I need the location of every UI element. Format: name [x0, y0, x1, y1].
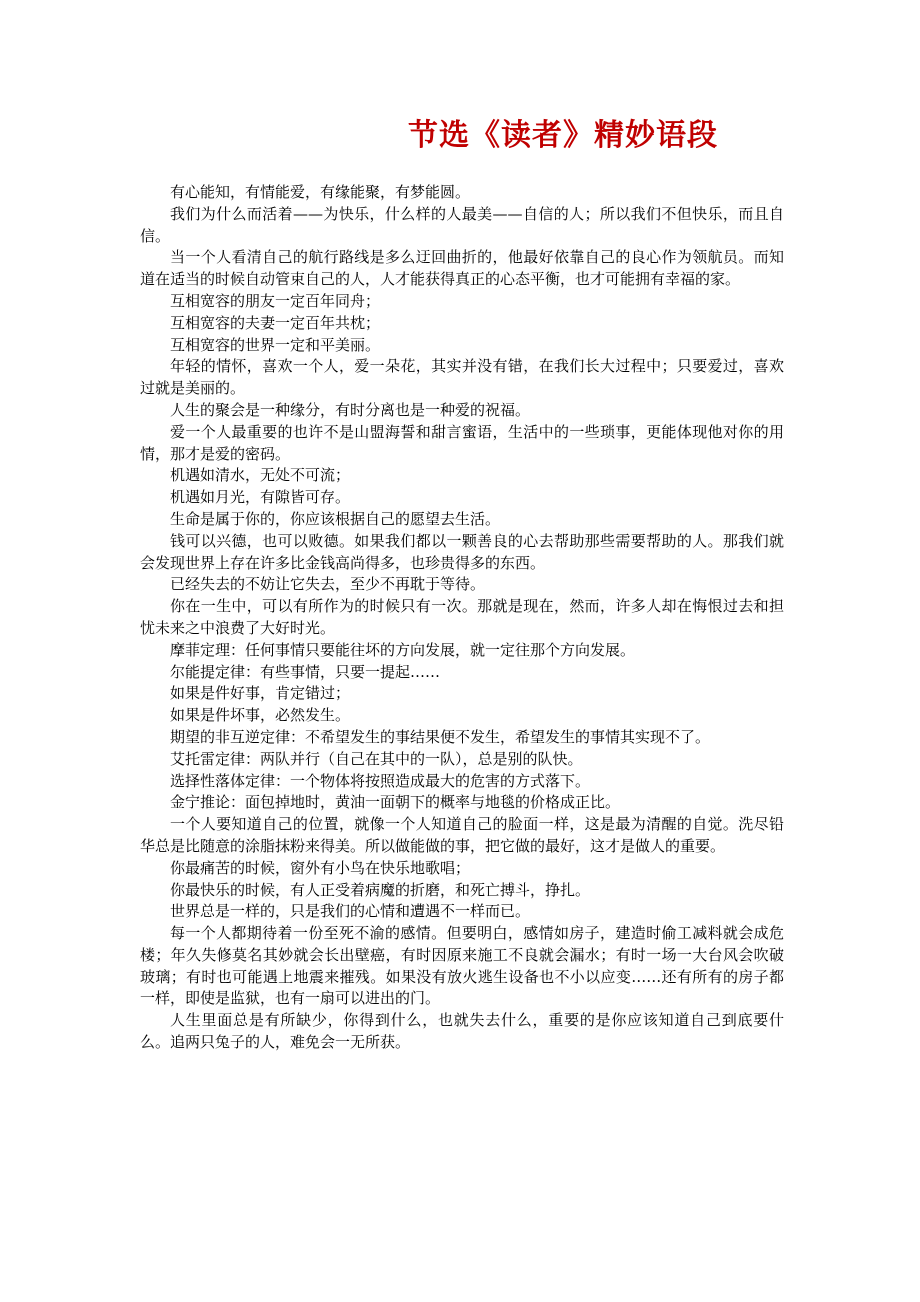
- paragraph: 你最快乐的时候，有人正受着病魔的折磨，和死亡搏斗，挣扎。: [170, 880, 591, 899]
- paragraph: 人生的聚会是一种缘分，有时分离也是一种爱的祝福。: [170, 400, 531, 419]
- paragraph: 生命是属于你的，你应该根据自己的愿望去生活。: [170, 509, 501, 528]
- paragraph: 你在一生中，可以有所作为的时候只有一次。那就是现在，然而，许多人却在悔恨过去和担忧未来之中浪费了大好时光。: [140, 597, 784, 637]
- article-body: [140, 182, 784, 1054]
- paragraph: 选择性落体定律：一个物体将按照造成最大的危害的方式落下。: [170, 771, 591, 790]
- paragraph: 年轻的情怀，喜欢一个人，爱一朵花，其实并没有错，在我们长大过程中；只要爱过，喜欢过就是美丽的。: [140, 357, 784, 398]
- paragraph: 如果是件好事，肯定错过；: [170, 684, 351, 703]
- paragraph: 每一个人都期待着一份至死不渝的感情。但要明白，感情如房子，建造时偷工减料就会成危楼；年久失修莫名其妙就会长出壁癌，有时因原来施工不良就会漏水；有时一场一大台风会吹破玻璃；有时也可能遇上地震来摧残。如果没有放火逃生设备也不小以应变……还有所有的房子都一样，即使是监狱，也有一扇可以进出的门。: [140, 924, 784, 1008]
- paragraph: 尔能提定律：有些事情，只要一提起……: [170, 662, 441, 681]
- paragraph: 你最痛苦的时候，窗外有小鸟在快乐地歌唱；: [170, 858, 471, 877]
- paragraph: 机遇如月光，有隙皆可存。: [170, 488, 351, 507]
- paragraph: 期望的非互逆定律：不希望发生的事结果便不发生，希望发生的事情其实现不了。: [170, 727, 711, 746]
- paragraph: 摩菲定理：任何事情只要能往坏的方向发展，就一定往那个方向发展。: [170, 640, 636, 659]
- paragraph: 钱可以兴德，也可以败德。如果我们都以一颗善良的心去帮助那些需要帮助的人。那我们就会发现世界上存在许多比金钱高尚得多，也珍贵得多的东西。: [140, 531, 784, 572]
- paragraph: 已经失去的不妨让它失去，至少不再耽于等待。: [170, 575, 486, 594]
- paragraph: 互相宽容的朋友一定百年同舟；: [170, 291, 381, 310]
- paragraph: 爱一个人最重要的也许不是山盟海誓和甜言蜜语，生活中的一些琐事，更能体现他对你的用情，那才是爱的密码。: [140, 422, 784, 463]
- paragraph: 人生里面总是有所缺少，你得到什么，也就失去什么，重要的是你应该知道自己到底要什么。追两只兔子的人，难免会一无所获。: [140, 1011, 784, 1052]
- paragraph: 当一个人看清自己的航行路线是多么迂回曲折的，他最好依靠自己的良心作为领航员。而知道在适当的时候自动管束自己的人，人才能获得真正的心态平衡，也才可能拥有幸福的家。: [140, 248, 784, 289]
- paragraph: 互相宽容的夫妻一定百年共枕；: [170, 313, 381, 332]
- paragraph: 一个人要知道自己的位置，就像一个人知道自己的脸面一样，这是最为清醒的自觉。洗尽铅华总是比随意的涂脂抹粉来得美。所以做能做的事，把它做的最好，这才是做人的重要。: [140, 815, 784, 855]
- paragraph: 互相宽容的世界一定和平美丽。: [170, 335, 381, 354]
- page-title: 节选《读者》精妙语段: [408, 118, 718, 153]
- paragraph: 世界总是一样的，只是我们的心情和遭遇不一样而已。: [170, 902, 531, 921]
- paragraph: 我们为什么而活着——为快乐，什么样的人最美——自信的人；所以我们不但快乐，而且自信。: [140, 204, 784, 245]
- paragraph: 艾托雷定律：两队并行（自己在其中的一队），总是别的队快。: [170, 749, 583, 768]
- paragraph: 如果是件坏事，必然发生。: [170, 706, 351, 725]
- paragraph: 机遇如清水，无处不可流；: [170, 466, 351, 485]
- paragraph: 有心能知，有情能爱，有缘能聚，有梦能圆。: [170, 183, 471, 201]
- paragraph: 金宁推论：面包掉地时，黄油一面朝下的概率与地毯的价格成正比。: [170, 793, 621, 812]
